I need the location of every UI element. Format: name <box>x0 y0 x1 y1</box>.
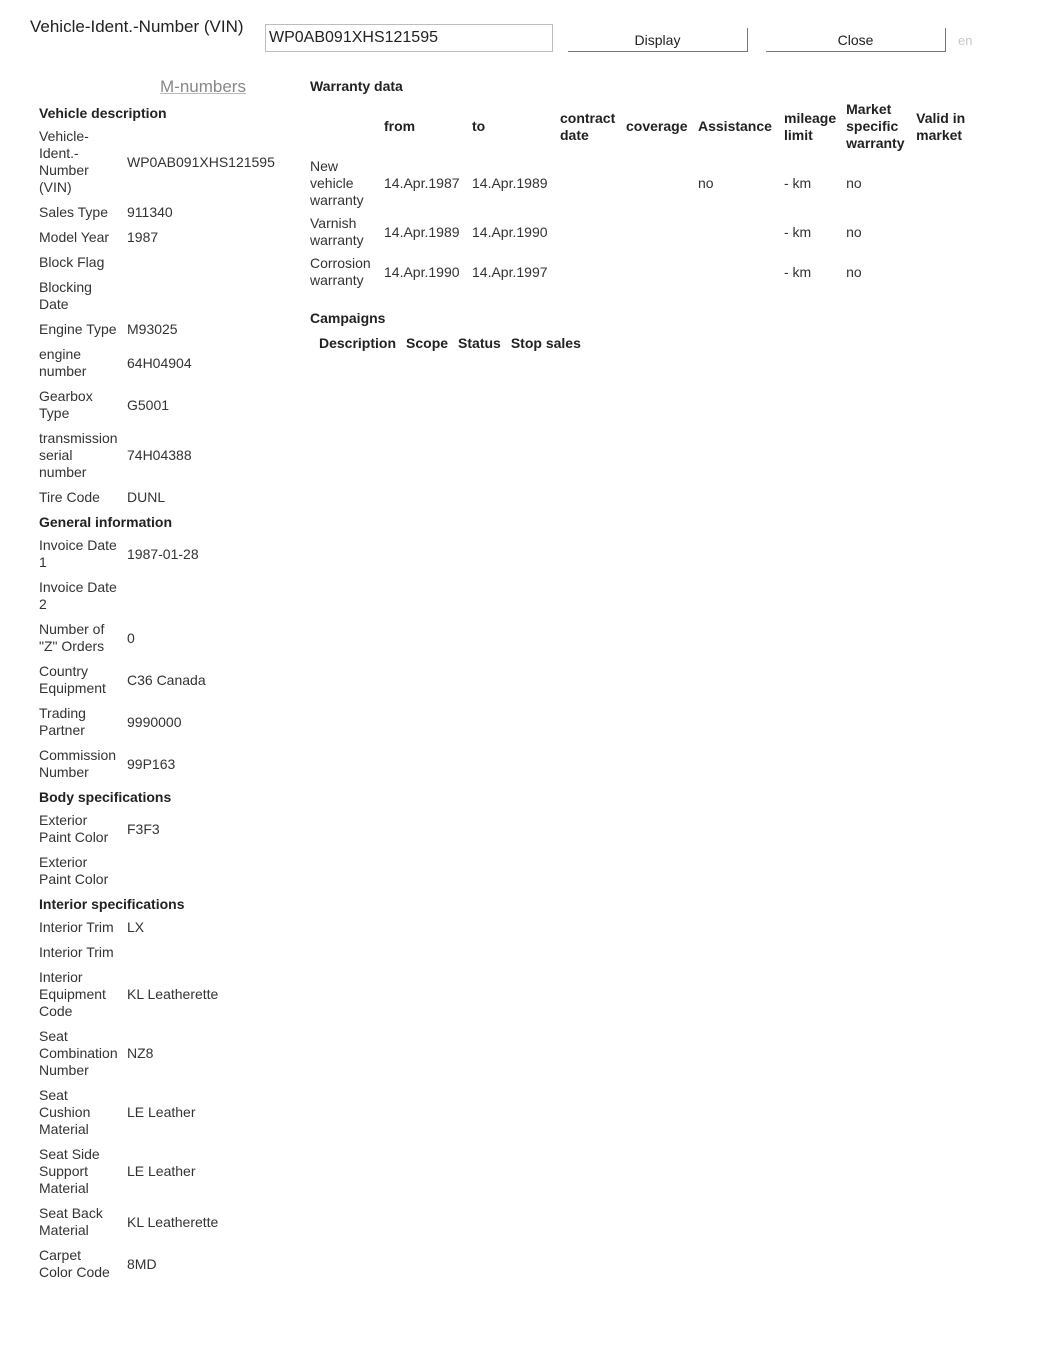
kv-row <box>33 317 281 342</box>
kv-row <box>33 659 212 701</box>
field-label: Trading Partner <box>39 705 86 738</box>
field-label: Commission Number <box>39 747 117 780</box>
display-button[interactable]: Display <box>568 28 748 52</box>
warranty-cell-market-specific: no <box>846 223 862 240</box>
field-value: M93025 <box>127 321 178 337</box>
warranty-cell-coverage <box>621 252 693 292</box>
kv-row <box>33 617 212 659</box>
field-value: 9990000 <box>127 713 182 730</box>
kv-row <box>33 533 212 575</box>
field-label: Exterior Paint Color <box>39 854 109 887</box>
campaigns-column-header: Status <box>458 335 501 351</box>
warranty-column-header: contract date <box>560 109 616 143</box>
warranty-column-header: mileage limit <box>784 109 837 143</box>
vehicle-description-title: Vehicle description <box>39 105 167 121</box>
warranty-column-header: coverage <box>626 118 688 134</box>
field-value: 99P163 <box>127 755 176 772</box>
warranty-cell-coverage <box>621 155 693 212</box>
warranty-cell-mileage-limit: - km <box>784 175 812 191</box>
kv-row <box>33 940 224 965</box>
field-label: Seat Cushion Material <box>39 1087 91 1137</box>
warranty-cell-assistance: no <box>698 175 714 191</box>
warranty-cell-mileage-limit: - km <box>784 263 812 280</box>
m-numbers-link[interactable]: M-numbers <box>160 77 246 96</box>
field-value <box>124 275 281 317</box>
field-value: WP0AB091XHS121595 <box>127 153 275 170</box>
field-label: Blocking Date <box>39 279 92 312</box>
campaigns-column-header: Stop sales <box>510 335 581 351</box>
close-button[interactable]: Close <box>766 28 946 52</box>
field-value: 64H04904 <box>127 354 192 371</box>
field-value: LE Leather <box>127 1104 196 1120</box>
warranty-cell-contract-date <box>555 155 621 212</box>
kv-row <box>33 915 224 940</box>
field-label: Interior Trim <box>39 944 114 960</box>
field-value: G5001 <box>127 396 170 413</box>
field-label: engine number <box>39 346 87 379</box>
kv-row <box>33 225 281 250</box>
kv-row <box>33 808 166 850</box>
warranty-cell-contract-date <box>555 252 621 292</box>
warranty-cell-assistance <box>693 252 779 292</box>
field-label: Carpet Color Code <box>39 1247 110 1280</box>
body-specifications-title: Body specifications <box>39 789 172 805</box>
kv-row <box>33 1024 224 1083</box>
kv-row <box>33 124 281 200</box>
kv-row <box>33 342 281 384</box>
warranty-cell-contract-date <box>555 212 621 252</box>
warranty-cell-to: 14.Apr.1990 <box>472 223 548 240</box>
field-label: Invoice Date 1 <box>39 537 117 570</box>
warranty-cell-from: 14.Apr.1990 <box>384 263 460 280</box>
vin-input[interactable] <box>265 24 553 52</box>
kv-row <box>33 1201 224 1243</box>
warranty-column-header: Assistance <box>698 118 772 134</box>
field-label: Interior Trim <box>39 919 114 935</box>
kv-row <box>33 275 281 317</box>
field-label: Sales Type <box>39 204 109 220</box>
warranty-table <box>305 98 981 292</box>
warranty-column-header: Valid in market <box>916 109 966 143</box>
campaigns-title: Campaigns <box>310 310 386 326</box>
warranty-cell-market-specific: no <box>846 175 862 191</box>
warranty-cell-market-specific: no <box>846 263 862 280</box>
field-label: Exterior Paint Color <box>39 812 109 845</box>
field-value: 0 <box>127 629 135 646</box>
warranty-column-header: Market specific warranty <box>846 101 905 151</box>
field-label: Number of "Z" Orders <box>39 621 105 654</box>
field-label: Model Year <box>39 229 110 245</box>
kv-row <box>33 384 281 426</box>
vehicle-description-table <box>33 124 281 510</box>
field-value: KL Leatherette <box>127 986 219 1002</box>
warranty-cell-type: New vehicle warranty <box>310 158 364 208</box>
warranty-column-header: from <box>384 118 416 134</box>
field-label: Seat Side Support Material <box>39 1146 100 1196</box>
field-value: 8MD <box>127 1255 157 1272</box>
kv-row <box>33 426 281 485</box>
field-label: transmission serial number <box>39 430 118 480</box>
field-label: Invoice Date 2 <box>39 579 117 612</box>
warranty-row <box>305 212 981 252</box>
field-value: F3F3 <box>127 820 160 837</box>
field-value <box>124 940 224 965</box>
field-value <box>124 850 166 892</box>
field-label: Vehicle-Ident.-Number (VIN) <box>39 128 89 195</box>
interior-specifications-table <box>33 915 224 1285</box>
field-value: 1987-01-28 <box>127 545 199 562</box>
field-value: KL Leatherette <box>127 1213 219 1230</box>
kv-row <box>33 1083 224 1142</box>
vehicle-details-panel <box>33 101 303 1285</box>
field-label: Tire Code <box>39 489 100 505</box>
warranty-panel <box>305 74 1005 356</box>
field-value: NZ8 <box>127 1045 154 1061</box>
kv-row <box>33 200 281 225</box>
warranty-data-title: Warranty data <box>310 78 403 94</box>
field-value <box>124 250 281 275</box>
kv-row <box>33 701 212 743</box>
warranty-cell-to: 14.Apr.1997 <box>472 263 548 280</box>
field-label: Seat Back Material <box>39 1205 103 1238</box>
field-value <box>124 575 212 617</box>
field-value: 1987 <box>127 229 159 245</box>
field-value: LE Leather <box>127 1163 196 1179</box>
warranty-column-header: to <box>472 118 486 134</box>
warranty-cell-to: 14.Apr.1989 <box>472 175 548 191</box>
field-value: LX <box>127 919 145 935</box>
field-label: Engine Type <box>39 321 117 337</box>
field-label: Gearbox Type <box>39 388 93 421</box>
kv-row <box>33 743 212 785</box>
general-information-title: General information <box>39 514 173 530</box>
kv-row <box>33 575 212 617</box>
warranty-cell-from: 14.Apr.1987 <box>384 175 460 191</box>
field-label: Interior Equipment Code <box>39 969 106 1019</box>
warranty-cell-type: Varnish warranty <box>310 215 364 248</box>
field-value: C36 Canada <box>127 671 206 688</box>
campaigns-table <box>313 330 587 356</box>
field-label: Country Equipment <box>39 663 106 696</box>
kv-row <box>33 485 281 510</box>
warranty-column-header <box>305 98 379 155</box>
warranty-row <box>305 252 981 292</box>
body-specifications-table <box>33 808 166 892</box>
kv-row <box>33 1243 224 1285</box>
field-label: Seat Combination Number <box>39 1028 118 1078</box>
campaigns-column-header: Description <box>319 335 397 351</box>
field-value: DUNL <box>127 489 166 505</box>
interior-specifications-title: Interior specifications <box>39 896 185 912</box>
kv-row <box>33 1142 224 1201</box>
warranty-cell-valid-in-market <box>911 212 981 252</box>
field-value: 74H04388 <box>127 447 192 463</box>
warranty-row <box>305 155 981 212</box>
warranty-cell-type: Corrosion warranty <box>310 255 371 288</box>
kv-row <box>33 850 166 892</box>
warranty-cell-assistance <box>693 212 779 252</box>
vin-label: Vehicle-Ident.-Number (VIN) <box>30 17 244 36</box>
warranty-cell-mileage-limit: - km <box>784 223 812 240</box>
field-value: 911340 <box>127 204 173 220</box>
kv-row <box>33 965 224 1024</box>
warranty-cell-valid-in-market <box>911 155 981 212</box>
warranty-cell-coverage <box>621 212 693 252</box>
campaigns-column-header: Scope <box>406 335 449 351</box>
kv-row <box>33 250 281 275</box>
language-link[interactable]: en <box>958 33 973 48</box>
warranty-cell-from: 14.Apr.1989 <box>384 223 460 240</box>
general-information-table <box>33 533 212 785</box>
field-label: Block Flag <box>39 254 105 270</box>
warranty-cell-valid-in-market <box>911 252 981 292</box>
